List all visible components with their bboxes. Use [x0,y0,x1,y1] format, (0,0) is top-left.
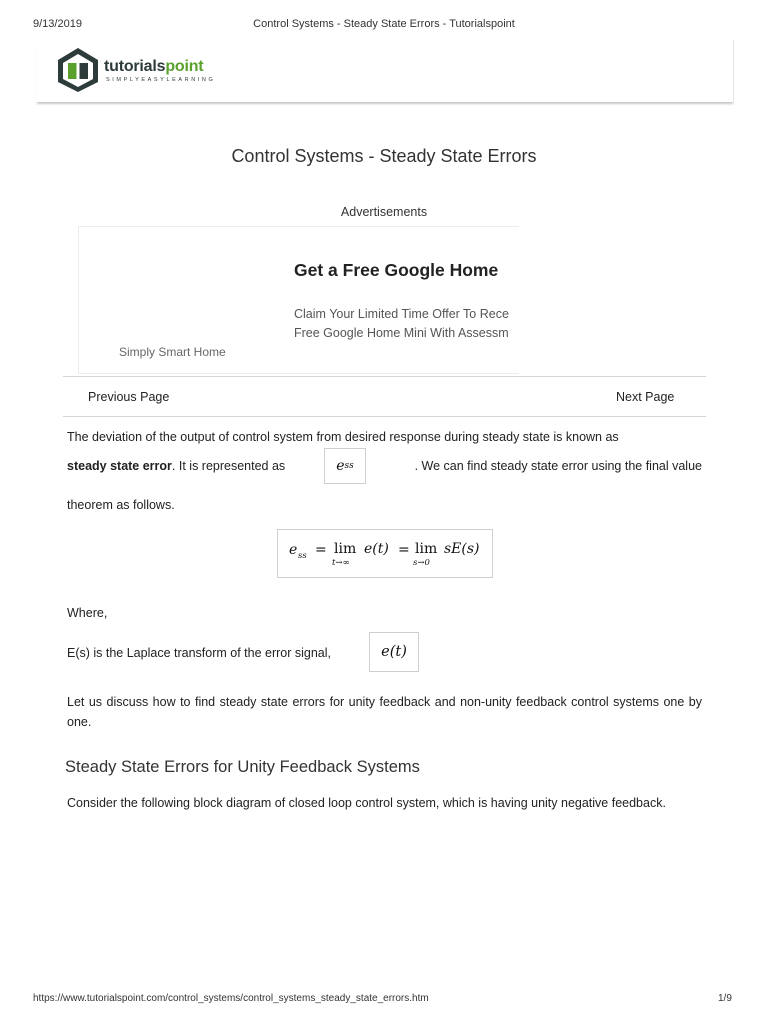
final-value-theorem-equation [277,529,493,578]
eq-lim-2: lim [415,541,438,557]
print-date: 9/13/2019 [33,18,82,30]
nav-top-divider [63,376,706,377]
eq-lhs-e: e [289,542,298,558]
block-diagram-intro: Consider the following block diagram of closed loop control system, which is having unity negative feedback. [67,796,666,810]
ad-headline[interactable]: Get a Free Google Home [294,260,499,280]
ads-label: Advertisements [340,205,428,219]
ad-line-2: Free Google Home Mini With Assessm [294,326,509,340]
next-page-link[interactable]: Next Page [616,390,675,404]
ess-symbol-e: e [336,458,345,474]
intro-line-1: The deviation of the output of control system from desired response during steady state is known as [67,430,619,444]
eq-lim-2-sub: s→0 [413,558,430,568]
eq-equals-1: = [315,542,327,558]
term-steady-state-error: steady state error [67,459,172,473]
intro-mid-text: . It is represented as [171,459,286,473]
ad-caption: Simply Smart Home [119,345,226,359]
discussion-paragraph: Let us discuss how to find steady state errors for unity feedback and non-unity feedback control systems one by one. [67,695,702,729]
print-url: https://www.tutorialspoint.com/control_systems/control_systems_steady_state_errors.htm [33,993,429,1004]
e-t-symbol-box: e(t) [369,632,419,672]
previous-page-link[interactable]: Previous Page [88,390,170,404]
eq-equals-2: = [398,542,410,558]
page-title: Control Systems - Steady State Errors [231,146,537,166]
ess-symbol-box [324,448,366,484]
logo-tagline: SIMPLYEASYLEARNING [106,77,216,83]
site-header [36,40,734,102]
logo-word-main: tutorials [104,58,166,75]
ad-line-1: Claim Your Limited Time Offer To Rece [294,307,509,321]
section-heading: Steady State Errors for Unity Feedback Systems [65,758,420,776]
site-logo[interactable] [54,44,234,94]
logo-word-accent: point [165,58,204,75]
eq-lhs-sub: ss [298,551,307,561]
advertisement[interactable] [78,226,519,374]
ess-symbol-sub: ss [344,461,354,471]
eq-fn-e-t: e(t) [364,541,389,557]
logo-emblem-icon [54,46,102,94]
intro-line-3: theorem as follows. [67,498,175,512]
eq-fn-sE-s: sE(s) [444,541,480,557]
eq-lim-1: lim [334,541,357,557]
logo-wordmark [104,58,203,76]
nav-bottom-divider [63,416,706,417]
print-page-number: 1/9 [718,993,732,1004]
intro-after-text: . We can find steady state error using the final value [414,459,702,473]
laplace-text: E(s) is the Laplace transform of the error signal, [67,646,332,660]
eq-lim-1-sub: t→∞ [332,558,350,568]
print-title: Control Systems - Steady State Errors - Tutorialspoint [253,18,515,30]
where-label: Where, [67,606,108,620]
